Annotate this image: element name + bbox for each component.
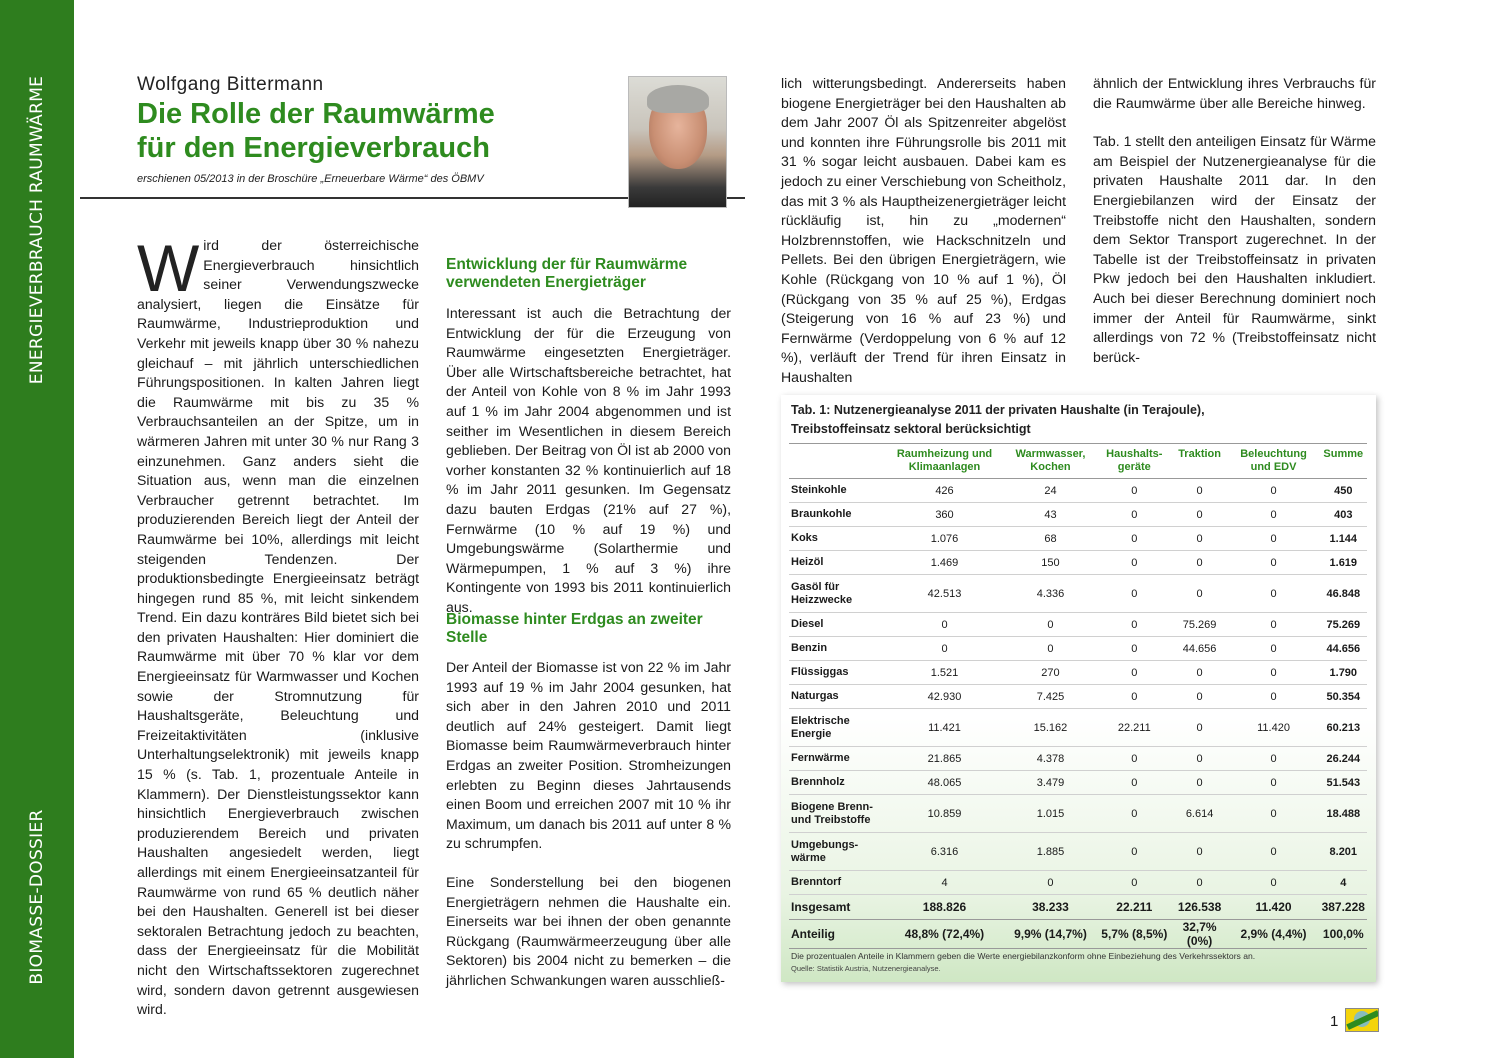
- table-row: [789, 871, 1367, 895]
- table-cell: 0: [1097, 795, 1172, 833]
- row-label: Braunkohle: [789, 503, 885, 527]
- article-column-2: [446, 304, 731, 618]
- energy-table-box: [781, 395, 1376, 982]
- table-cell: 51.543: [1320, 771, 1367, 795]
- table-header-cell: Haushalts-geräte: [1097, 444, 1172, 479]
- table-row: [789, 551, 1367, 575]
- table-cell: 0: [1228, 747, 1320, 771]
- table-cell: 0: [1228, 613, 1320, 637]
- table-cell: 0: [1228, 661, 1320, 685]
- table-cell: 1.469: [885, 551, 1004, 575]
- table-row: [789, 575, 1367, 613]
- dropcap: W: [137, 231, 200, 305]
- table-row: [789, 637, 1367, 661]
- table-cell: 75.269: [1172, 613, 1228, 637]
- publisher-logo: [1345, 1008, 1379, 1032]
- table-row: [789, 613, 1367, 637]
- table-cell: 43: [1004, 503, 1097, 527]
- table-cell: 44.656: [1172, 637, 1228, 661]
- row-label: Heizöl: [789, 551, 885, 575]
- table-cell: 0: [1228, 637, 1320, 661]
- table-caption-line-2: Treibstoffeinsatz sektoral berücksichtigt: [791, 422, 1031, 436]
- sidebar: [0, 0, 74, 1058]
- table-cell: 50.354: [1320, 685, 1367, 709]
- table-row: [789, 747, 1367, 771]
- table-cell: 426: [885, 479, 1004, 503]
- table-cell: 11.421: [885, 709, 1004, 747]
- table-cell: 42.930: [885, 685, 1004, 709]
- row-label: Naturgas: [789, 685, 885, 709]
- article-column-4: [1093, 74, 1376, 367]
- table-header-row: [789, 444, 1367, 479]
- table-cell: 188.826: [885, 895, 1004, 920]
- table-cell: 22.211: [1097, 709, 1172, 747]
- table-cell: 0: [1097, 771, 1172, 795]
- table-cell: 0: [1097, 747, 1172, 771]
- hair-shape: [647, 85, 709, 113]
- author-photo: [628, 76, 727, 208]
- sidebar-section-label: ENERGIEVERBRAUCH RAUMWÄRME: [27, 75, 47, 385]
- row-label: Brenntorf: [789, 871, 885, 895]
- table-cell: 4.336: [1004, 575, 1097, 613]
- table-cell: 0: [1172, 661, 1228, 685]
- table-cell: 10.859: [885, 795, 1004, 833]
- table-cell: 0: [1228, 833, 1320, 871]
- table-row: [789, 795, 1367, 833]
- table-cell: 387.228: [1320, 895, 1367, 920]
- row-label: Fernwärme: [789, 747, 885, 771]
- article-column-2b: [446, 658, 731, 991]
- column-4-paragraph-1: ähnlich der Entwicklung ihres Verbrauchs für die Raumwärme über alle Bereiche hinweg.: [1093, 75, 1376, 111]
- table-cell: 0: [885, 637, 1004, 661]
- table-row: [789, 527, 1367, 551]
- table-cell: 0: [1228, 575, 1320, 613]
- table-cell: 403: [1320, 503, 1367, 527]
- table-cell: 0: [1004, 871, 1097, 895]
- table-cell: 4: [1320, 871, 1367, 895]
- table-cell: 0: [1097, 479, 1172, 503]
- table-row: [789, 895, 1367, 920]
- table-cell: 6.614: [1172, 795, 1228, 833]
- row-label: Koks: [789, 527, 885, 551]
- table-cell: 9,9% (14,7%): [1004, 920, 1097, 949]
- table-row: [789, 661, 1367, 685]
- row-label: Diesel: [789, 613, 885, 637]
- column-1-text: ird der österreichische Energieverbrauch hinsichtlich seiner Verwendungszwecke analysiert, liegen die Einsätze für Raumwärme, Industrieproduktion und Verkehr mit jeweils knapp über 30 % nahezu gleichauf – mit jährlich unterschiedlichen Führungspositionen. In kalten Jahren liegt die Raumwärme mit bis zu 35 % Verbrauchsanteilen an der Spitze, um in wärmeren Jahren mit unter 30 % nur Rang 3 einzunehmen. Ganz anders sieht die Situation aus, wenn man die einzelnen Verbraucher getrennt betrachtet. Im produzierenden Bereich liegt der Anteil der Raumwärme bei 10%, allerdings mit leicht steigenden Tendenzen. Der produktionsbedingte Energieeinsatz beträgt hingegen rund 85 %, mit leicht sinkendem Trend. Ein dazu konträres Bild bietet sich bei den privaten Haushalten: Hier dominiert die Raumwärme mit über 70 % klar vor dem Energieeinsatz für Warmwasser und Kochen sowie der Stromnutzung für Haushaltsgeräte, Beleuchtung und Freizeitaktivitäten (inklusive Unterhaltungselektronik) mit jeweils knapp 15 % (s. Tab. 1, prozentuale Anteile in Klammern). Der Dienstleistungssektor kann hinsichtlich Energieverbrauch zwischen produzierendem Bereich und privaten Haushalten angesiedelt werden, liegt allerdings mit einem Energieeinsatzanteil für Raumwärme von rund 65 % deutlich näher bei den Haushalten. Generell ist bei dieser sektoralen Betrachtung jedoch zu beachten, dass der Energieeinsatz für die Mobilität nicht den Wirtschaftssektoren zugerechnet wird, sondern davon getrennt ausgewiesen wird.: [137, 237, 419, 1018]
- article-column-3: [781, 74, 1066, 388]
- table-cell: 0: [1228, 871, 1320, 895]
- table-cell: 0: [1228, 771, 1320, 795]
- row-label: Flüssiggas: [789, 661, 885, 685]
- table-header-cell: [789, 444, 885, 479]
- table-cell: 0: [1097, 833, 1172, 871]
- table-cell: 0: [1172, 479, 1228, 503]
- column-2-paragraph-3: Eine Sonderstellung bei den biogenen Energieträgern nehmen die Haushalte ein. Einerseits war bei ihnen der oben genannte Rückgang (Raumwärmeerzeugung über alle Sektoren) bis 2004 nicht zu bemerken – die jährlichen Schwankungen waren ausschließ-: [446, 873, 731, 988]
- table-row: [789, 920, 1367, 949]
- table-cell: 0: [1097, 637, 1172, 661]
- table-cell: 1.144: [1320, 527, 1367, 551]
- table-cell: 0: [1172, 871, 1228, 895]
- energy-table: [789, 443, 1367, 949]
- table-cell: 18.488: [1320, 795, 1367, 833]
- table-caption: [791, 401, 1205, 439]
- table-caption-line-1: Tab. 1: Nutzenergieanalyse 2011 der privaten Haushalte (in Terajoule),: [791, 403, 1205, 417]
- publication-note: erschienen 05/2013 in der Broschüre „Erneuerbare Wärme“ des ÖBMV: [137, 173, 484, 185]
- table-cell: 0: [1172, 833, 1228, 871]
- table-cell: 48,8% (72,4%): [885, 920, 1004, 949]
- table-cell: 15.162: [1004, 709, 1097, 747]
- table-cell: 0: [1172, 575, 1228, 613]
- table-row: [789, 833, 1367, 871]
- table-cell: 0: [1228, 685, 1320, 709]
- table-cell: 42.513: [885, 575, 1004, 613]
- table-cell: 0: [1172, 527, 1228, 551]
- table-cell: 75.269: [1320, 613, 1367, 637]
- column-4-paragraph-2: Tab. 1 stellt den anteiligen Einsatz für Wärme am Beispiel der Nutzenergieanalyse für die privaten Haushalte 2011 dar. In den Energiebilanzen wird der Einsatz der Treibstoffe nicht den Haushalten, sondern dem Sektor Transport zugerechnet. In der Tabelle ist der Treibstoffeinsatz in privaten Pkw jedoch bei den Haushalten inkludiert. Auch bei dieser Berechnung dominiert noch immer der Anteil für Raumwärme, sinkt allerdings von 72 % (Treibstoffeinsatz nicht berück-: [1093, 133, 1376, 365]
- table-cell: 24: [1004, 479, 1097, 503]
- table-cell: 0: [1097, 503, 1172, 527]
- table-cell: 8.201: [1320, 833, 1367, 871]
- table-cell: 21.865: [885, 747, 1004, 771]
- table-note: Die prozentualen Anteile in Klammern geben die Werte energiebilanzkonform ohne Einbeziehung des Verkehrssektors an.: [791, 951, 1256, 961]
- table-cell: 126.538: [1172, 895, 1228, 920]
- section-heading-biomasse: Biomasse hinter Erdgas an zweiter Stelle: [446, 611, 703, 646]
- table-row: [789, 709, 1367, 747]
- table-cell: 44.656: [1320, 637, 1367, 661]
- table-cell: 1.885: [1004, 833, 1097, 871]
- table-row: [789, 503, 1367, 527]
- table-cell: 4: [885, 871, 1004, 895]
- row-label: Umgebungs-wärme: [789, 833, 885, 871]
- table-cell: 0: [1097, 613, 1172, 637]
- section-heading-entwicklung: Entwicklung der für Raumwärme verwendeten Energieträger: [446, 256, 688, 291]
- table-cell: 450: [1320, 479, 1367, 503]
- table-cell: 60.213: [1320, 709, 1367, 747]
- table-cell: 150: [1004, 551, 1097, 575]
- table-cell: 100,0%: [1320, 920, 1367, 949]
- table-cell: 0: [1097, 871, 1172, 895]
- sidebar-dossier-label: BIOMASSE-DOSSIER: [27, 809, 47, 985]
- table-cell: 0: [1172, 503, 1228, 527]
- table-row: [789, 771, 1367, 795]
- table-cell: 68: [1004, 527, 1097, 551]
- table-cell: 0: [1097, 661, 1172, 685]
- table-cell: 1.619: [1320, 551, 1367, 575]
- row-label: Steinkohle: [789, 479, 885, 503]
- table-cell: 1.521: [885, 661, 1004, 685]
- table-cell: 0: [1097, 551, 1172, 575]
- row-label: Brennholz: [789, 771, 885, 795]
- table-cell: 0: [1228, 795, 1320, 833]
- table-cell: 48.065: [885, 771, 1004, 795]
- table-cell: 0: [1228, 479, 1320, 503]
- table-cell: 0: [1004, 637, 1097, 661]
- column-3-text: lich witterungsbedingt. Andererseits haben biogene Energieträger bei den Haushalten ab dem Jahr 2007 Öl als Spitzenreiter abgelöst und konnten ihre Führungsrolle bis 2011 mit 31 % sogar leicht ausbauen. Dabei kam es jedoch zu einer Verschiebung von Scheitholz, das mit 3 % als Hauptheizenergieträger leicht rückläufig ist, hin zu „modernen“ Holzbrennstoffen, wie Hackschnitzeln und Pellets. Bei den übrigen Energieträgern, wie Kohle (Rückgang von 10 % auf 1 %), Öl (Rückgang von 35 % auf 25 %), Erdgas (Steigerung von 16 % auf 23 %) und Fernwärme (Verdoppelung von 6 % auf 12 %), verläuft der Trend für ihren Einsatz in Haushalten: [781, 75, 1066, 385]
- column-2-paragraph-2: Der Anteil der Biomasse ist von 22 % im Jahr 1993 auf 19 % im Jahr 2004 gesunken, hat sich aber in den Jahren 2010 und 2011 deutlich auf 24% gesteigert. Damit liegt Biomasse beim Raumwärmeverbrauch hinter Erdgas an zweiter Position. Stromheizungen erlebten zu Beginn dieses Jahrtausends einen Boom und erreichen 2007 mit 10 % ihr Maximum, um danach bis 2011 auf unter 8 % zu schrumpfen.: [446, 659, 731, 852]
- article-title: [137, 97, 495, 165]
- table-header-cell: Beleuchtung und EDV: [1228, 444, 1320, 479]
- row-label: Benzin: [789, 637, 885, 661]
- page-number: 1: [1330, 1013, 1339, 1030]
- title-line-1: Die Rolle der Raumwärme: [137, 98, 495, 130]
- table-cell: 32,7% (0%): [1172, 920, 1228, 949]
- table-cell: 7.425: [1004, 685, 1097, 709]
- author-name: Wolfgang Bittermann: [137, 74, 324, 95]
- table-cell: 38.233: [1004, 895, 1097, 920]
- row-label: Anteilig: [789, 920, 885, 949]
- table-cell: 11.420: [1228, 895, 1320, 920]
- table-cell: 1.015: [1004, 795, 1097, 833]
- table-cell: 360: [885, 503, 1004, 527]
- table-cell: 0: [1172, 685, 1228, 709]
- table-cell: 0: [1172, 747, 1228, 771]
- table-header-cell: Raumheizung und Klimaanlagen: [885, 444, 1004, 479]
- row-label: Insgesamt: [789, 895, 885, 920]
- table-cell: 22.211: [1097, 895, 1172, 920]
- table-cell: 0: [1097, 685, 1172, 709]
- table-cell: 2,9% (4,4%): [1228, 920, 1320, 949]
- table-cell: 0: [1172, 551, 1228, 575]
- table-cell: 0: [1172, 771, 1228, 795]
- table-cell: 0: [1228, 503, 1320, 527]
- table-cell: 26.244: [1320, 747, 1367, 771]
- table-source: Quelle: Statistik Austria, Nutzenergieanalyse.: [791, 964, 941, 973]
- table-cell: 3.479: [1004, 771, 1097, 795]
- table-header-cell: Warmwasser, Kochen: [1004, 444, 1097, 479]
- table-cell: 1.076: [885, 527, 1004, 551]
- table-row: [789, 479, 1367, 503]
- table-cell: 0: [1004, 613, 1097, 637]
- row-label: Biogene Brenn- und Treibstoffe: [789, 795, 885, 833]
- article-column-1: [137, 231, 419, 1020]
- table-cell: 0: [1228, 527, 1320, 551]
- table-cell: 0: [1097, 575, 1172, 613]
- table-cell: 4.378: [1004, 747, 1097, 771]
- table-cell: 0: [885, 613, 1004, 637]
- table-cell: 6.316: [885, 833, 1004, 871]
- table-cell: 0: [1097, 527, 1172, 551]
- table-header-cell: Traktion: [1172, 444, 1228, 479]
- row-label: Elektrische Energie: [789, 709, 885, 747]
- table-cell: 46.848: [1320, 575, 1367, 613]
- title-line-2: für den Energieverbrauch: [137, 132, 490, 164]
- table-body: [789, 479, 1367, 949]
- table-cell: 5,7% (8,5%): [1097, 920, 1172, 949]
- table-cell: 1.790: [1320, 661, 1367, 685]
- row-label: Gasöl für Heizzwecke: [789, 575, 885, 613]
- table-header-cell: Summe: [1320, 444, 1367, 479]
- table-cell: 11.420: [1228, 709, 1320, 747]
- table-row: [789, 685, 1367, 709]
- table-cell: 270: [1004, 661, 1097, 685]
- table-cell: 0: [1172, 709, 1228, 747]
- column-2-paragraph-1: Interessant ist auch die Betrachtung der Entwicklung der für die Erzeugung von Raumwärme eingesetzten Energieträger. Über alle Wirtschaftsbereiche betrachtet, hat der Anteil von Kohle von 8 % im Jahr 1993 auf 1 % im Jahr 2004 abgenommen und ist seither im Wesentlichen in diesem Bereich geblieben. Der Beitrag von Öl ist ab 2000 von vorher konstanten 32 % kontinuierlich auf 18 % im Jahr 2011 gesunken. Im Gegensatz dazu bauten Erdgas (21% auf 27 %), Fernwärme (10 % auf 19 %) und Umgebungswärme (Solarthermie und Wärmepumpen, 1 % auf 3 %) ihre Kontingente von 1993 bis 2011 kontinuierlich aus.: [446, 305, 731, 615]
- table-cell: 0: [1228, 551, 1320, 575]
